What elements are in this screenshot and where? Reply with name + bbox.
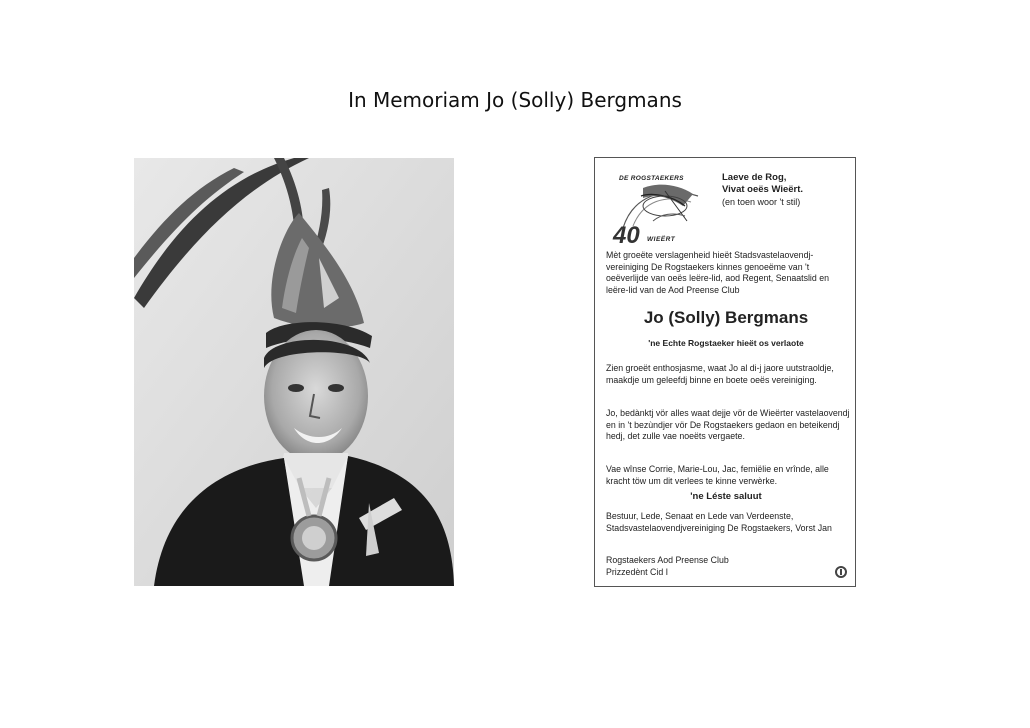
signers-club	[606, 555, 851, 578]
club-logo-text: DE ROGSTAEKERS	[619, 175, 684, 182]
intro-paragraph: Mèt groeëte verslagenheid hieët Stadsvastelaovendj-vereiniging De Rogstaekers kinnes genoeëme van 't oeëverlijde van oeës leëre-lid, aod Regent, Senaatslid en leëre-lid van de Aod Preense Club	[606, 250, 830, 295]
club-logo-town: WIEËRT	[647, 236, 676, 243]
portrait-photo	[134, 158, 454, 586]
signers-club-line-1: Rogstaekers Aod Preense Club	[606, 555, 729, 565]
farewell-salute: 'ne Léste saluut	[690, 491, 762, 502]
motto	[722, 172, 803, 208]
deceased-name: Jo (Solly) Bergmans	[643, 308, 809, 327]
obituary-notice	[594, 157, 856, 587]
club-logo	[603, 166, 711, 249]
signers-club-line-2: Prizzedènt Cid I	[606, 566, 669, 577]
subheading: 'ne Echte Rogstaeker hieët os verlaote	[648, 338, 804, 348]
motto-line-3: (en toen woor 't stil)	[722, 197, 801, 207]
page-title: In Memoriam Jo (Solly) Bergmans	[348, 88, 682, 112]
motto-line-2: Vivat oeës Wieërt.	[722, 184, 804, 195]
paragraph-enthusiasm: Zien groeët enthosjasme, waat Jo al di-j jaore uutstraoldje, maakdje um geleefdj binne en boete oeës vereiniging.	[606, 363, 834, 385]
publisher-mark-icon	[835, 566, 847, 578]
paragraph-thanks: Jo, bedànktj vör alles waat dejje vör de Wieërter vastelaovendj en in 't bezùndjer vör De Rogstaekers gedaon en beteikendj hedj, det zulle vae noeëts vergaete.	[606, 408, 850, 442]
motto-line-1: Laeve de Rog,	[722, 172, 787, 183]
paragraph-condolences: Vae wînse Corrie, Marie-Lou, Jac, femiëlie en vrînde, alle kracht töw um dit verlees te kinne verwèrke.	[606, 464, 829, 486]
club-logo-number: 40	[613, 222, 640, 249]
signers-board: Bestuur, Lede, Senaat en Lede van Verdeenste, Stadsvastelaovendjvereiniging De Rogstaekers, Vorst Jan	[606, 511, 832, 533]
